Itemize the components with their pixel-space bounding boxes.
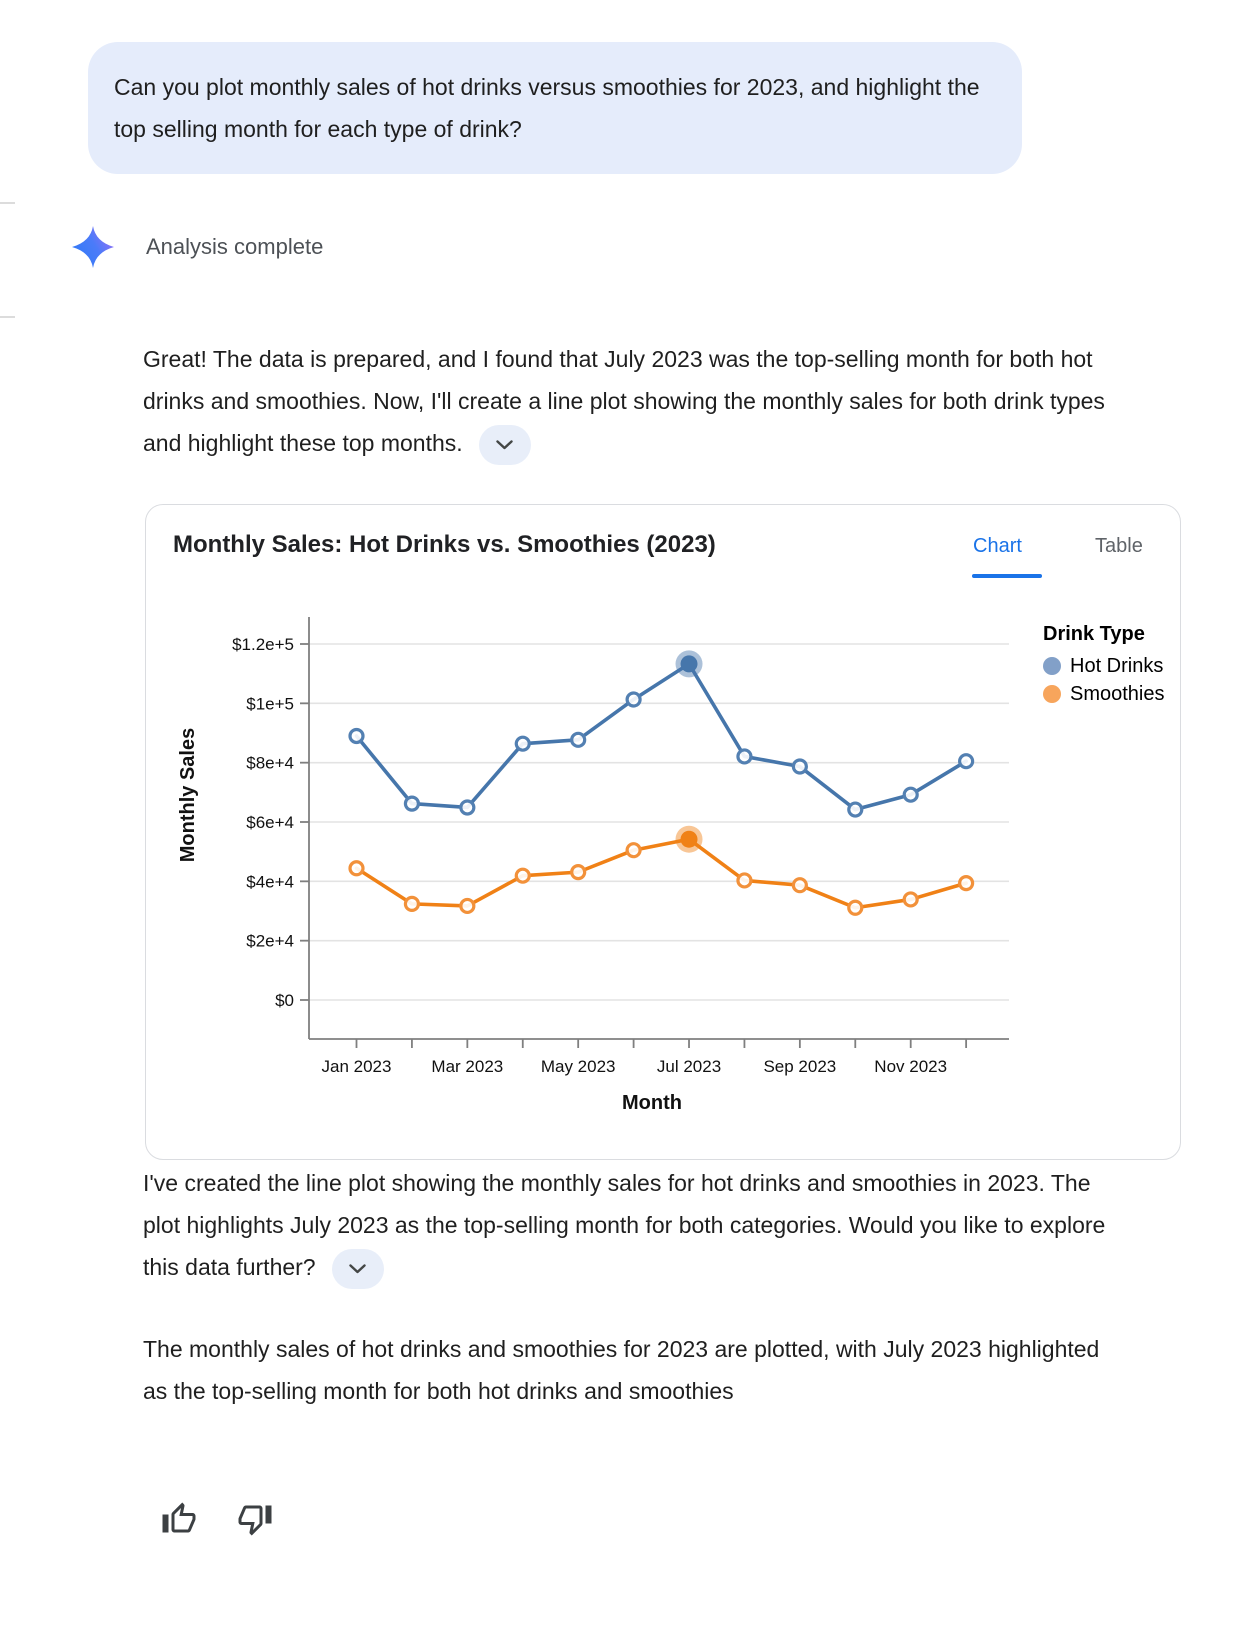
thumb-down-button[interactable]: [234, 1498, 276, 1540]
data-point: [405, 897, 418, 910]
data-point: [904, 788, 917, 801]
analysis-status-row: [72, 226, 323, 268]
data-point: [738, 874, 751, 887]
legend-swatch-icon: [1043, 685, 1061, 703]
data-point: [627, 844, 640, 857]
data-point: [849, 901, 862, 914]
left-edge-tick: [0, 316, 15, 318]
y-tick-label: $8e+4: [246, 753, 294, 773]
data-point: [405, 797, 418, 810]
series-line-smoothies: [357, 839, 967, 908]
x-tick-label: Mar 2023: [431, 1057, 504, 1076]
legend-label: Hot Drinks: [1070, 654, 1164, 677]
data-point: [849, 803, 862, 816]
x-axis-title: Month: [622, 1092, 682, 1114]
assistant-paragraph-1: [143, 338, 1123, 465]
y-tick-label: $2e+4: [246, 931, 294, 951]
y-tick-label: $4e+4: [246, 872, 294, 892]
data-point: [572, 866, 585, 879]
data-point: [572, 733, 585, 746]
legend-swatch-icon: [1043, 657, 1061, 675]
user-message-bubble: [88, 42, 1022, 174]
x-tick-label: Jul 2023: [656, 1057, 722, 1076]
data-point: [461, 801, 474, 814]
assistant-paragraph-1-text: Great! The data is prepared, and I found that July 2023 was the top-selling month for both hot drinks and smoothies. Now, I'll create a line plot showing the monthly sales for both drink types and highlight these top months.: [143, 346, 1105, 456]
chart-card: [145, 504, 1181, 1160]
line-chart-plot: [146, 505, 1182, 1161]
data-point: [960, 877, 973, 890]
tab-chart[interactable]: Chart: [973, 535, 1022, 557]
assistant-paragraph-2: [143, 1162, 1123, 1289]
legend-label: Smoothies: [1070, 682, 1165, 705]
assistant-paragraph-2-text: I've created the line plot showing the monthly sales for hot drinks and smoothies in 2023. The plot highlights July 2023 as the top-selling month for both categories. Would you like to explore this data further?: [143, 1170, 1106, 1280]
highlighted-data-point: [681, 831, 698, 848]
expand-steps-button-2[interactable]: [332, 1249, 384, 1289]
data-point: [904, 893, 917, 906]
data-point: [350, 729, 363, 742]
legend-item-smoothies[interactable]: [1043, 680, 1165, 708]
x-tick-label: Sep 2023: [763, 1057, 837, 1076]
y-tick-label: $1.2e+5: [232, 635, 294, 655]
thumb-up-button[interactable]: [158, 1498, 200, 1540]
thumb-down-icon: [237, 1501, 273, 1537]
legend-title: Drink Type: [1043, 623, 1145, 645]
y-tick-label: $1e+5: [246, 694, 294, 714]
feedback-actions: [158, 1498, 276, 1540]
data-point: [627, 693, 640, 706]
data-point: [461, 899, 474, 912]
assistant-paragraph-3: [143, 1328, 1123, 1412]
user-message-text: Can you plot monthly sales of hot drinks versus smoothies for 2023, and highlight the top selling month for each type of drink?: [114, 74, 980, 142]
series-line-hot-drinks: [357, 664, 967, 810]
data-point: [350, 862, 363, 875]
chart-title: Monthly Sales: Hot Drinks vs. Smoothies (2023): [173, 531, 716, 558]
chart-legend: [1043, 623, 1165, 708]
highlighted-data-point: [681, 655, 698, 672]
y-tick-label: $0: [275, 991, 294, 1010]
tab-table[interactable]: Table: [1095, 535, 1143, 557]
thumb-up-icon: [161, 1501, 197, 1537]
x-tick-label: Nov 2023: [874, 1057, 948, 1076]
y-axis-title: Monthly Sales: [177, 727, 199, 863]
assistant-paragraph-3-text: The monthly sales of hot drinks and smoothies for 2023 are plotted, with July 2023 highlighted as the top-selling month for both hot drinks and smoothies: [143, 1336, 1100, 1404]
analysis-status-label: Analysis complete: [146, 234, 324, 259]
gemini-sparkle-icon: [72, 226, 114, 268]
data-point: [793, 879, 806, 892]
data-point: [738, 750, 751, 763]
data-point: [516, 869, 529, 882]
x-tick-label: May 2023: [540, 1057, 616, 1076]
left-edge-tick: [0, 202, 15, 204]
chevron-down-icon: [496, 440, 513, 450]
expand-steps-button[interactable]: [479, 425, 531, 465]
chevron-down-icon: [349, 1264, 366, 1274]
data-point: [960, 755, 973, 768]
y-tick-label: $6e+4: [246, 813, 294, 833]
data-point: [516, 737, 529, 750]
data-point: [793, 760, 806, 773]
legend-item-hot-drinks[interactable]: [1043, 652, 1165, 680]
x-tick-label: Jan 2023: [321, 1057, 392, 1076]
